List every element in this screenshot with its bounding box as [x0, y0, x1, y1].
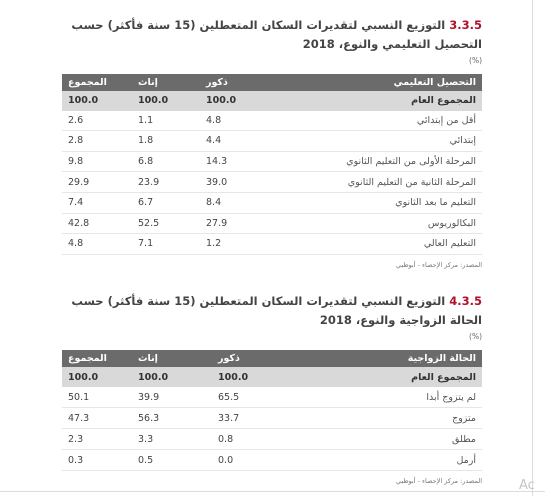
table-row: [62, 234, 482, 255]
table-title: [62, 16, 482, 54]
cell-male: 0.8: [212, 429, 307, 450]
table-row: [62, 429, 482, 450]
table-unit: (%): [469, 56, 482, 65]
header-female: إناث: [132, 74, 200, 91]
cell-total: 2.3: [62, 429, 132, 450]
cell-total: 2.6: [62, 111, 132, 131]
header-total: المجموع: [62, 74, 132, 91]
cell-female: 3.3: [132, 429, 212, 450]
cell-female: 0.5: [132, 450, 212, 471]
cell-male: 4.8: [200, 111, 282, 131]
cell-male: 14.3: [200, 151, 282, 172]
table-section-marital: [62, 292, 482, 487]
table-row: [62, 151, 482, 172]
table-header-row: [62, 350, 482, 367]
cell-female: 7.1: [132, 234, 200, 255]
row-label: مطلق: [307, 429, 482, 450]
row-label: المرحلة الثانية من التعليم الثانوي: [282, 172, 482, 193]
page-bottom-border: [0, 491, 545, 492]
table-number: 3.3.5: [449, 18, 482, 32]
row-label: أقل من إبتدائي: [282, 111, 482, 131]
education-table: [62, 74, 482, 255]
header-female: إناث: [132, 350, 212, 367]
cell-total: 0.3: [62, 450, 132, 471]
row-label: التعليم ما بعد الثانوي: [282, 192, 482, 213]
table-title-text: التوزيع النسبي لتقديرات السكان المتعطلين (15 سنة فأكثر) حسب الحالة الزواجية والنوع، 2018: [71, 294, 482, 327]
row-label: متزوج: [307, 408, 482, 429]
row-label: البكالوريوس: [282, 213, 482, 234]
table-row: [62, 111, 482, 131]
overall-total-row: [62, 91, 482, 111]
corner-mark: Ac: [519, 478, 535, 493]
table-row: [62, 172, 482, 193]
cell-male: 33.7: [212, 408, 307, 429]
cell-total: 29.9: [62, 172, 132, 193]
table-title-text: التوزيع النسبي لتقديرات السكان المتعطلين (15 سنة فأكثر) حسب التحصيل التعليمي والنوع، 2018: [71, 18, 482, 51]
header-label: التحصيل التعليمي: [282, 74, 482, 91]
table-row: [62, 131, 482, 152]
cell-female: 100.0: [132, 91, 200, 111]
cell-male: 1.2: [200, 234, 282, 255]
cell-female: 56.3: [132, 408, 212, 429]
table-row: [62, 408, 482, 429]
table-row: [62, 387, 482, 408]
cell-female: 52.5: [132, 213, 200, 234]
cell-total: 7.4: [62, 192, 132, 213]
cell-total: 47.3: [62, 408, 132, 429]
cell-female: 39.9: [132, 387, 212, 408]
header-male: ذكور: [200, 74, 282, 91]
cell-female: 1.1: [132, 111, 200, 131]
cell-male: 39.0: [200, 172, 282, 193]
cell-female: 100.0: [132, 367, 212, 387]
cell-male: 27.9: [200, 213, 282, 234]
row-label: المجموع العام: [307, 367, 482, 387]
table-source: المصدر: مركز الإحصاء - أبوظبي: [395, 477, 482, 485]
table-source: المصدر: مركز الإحصاء - أبوظبي: [395, 260, 482, 269]
cell-male: 100.0: [200, 91, 282, 111]
table-row: [62, 192, 482, 213]
table-title: [62, 292, 482, 330]
cell-total: 42.8: [62, 213, 132, 234]
cell-total: 9.8: [62, 151, 132, 172]
page-right-border: [532, 0, 533, 496]
cell-male: 8.4: [200, 192, 282, 213]
table-number: 4.3.5: [449, 294, 482, 308]
header-label: الحالة الزواجية: [307, 350, 482, 367]
row-label: إبتدائي: [282, 131, 482, 152]
header-total: المجموع: [62, 350, 132, 367]
row-label: المجموع العام: [282, 91, 482, 111]
table-unit: (%): [469, 332, 482, 341]
table-header-row: [62, 74, 482, 91]
table-row: [62, 450, 482, 471]
cell-female: 6.8: [132, 151, 200, 172]
cell-female: 23.9: [132, 172, 200, 193]
cell-male: 100.0: [212, 367, 307, 387]
cell-total: 100.0: [62, 91, 132, 111]
row-label: التعليم العالي: [282, 234, 482, 255]
table-row: [62, 213, 482, 234]
header-male: ذكور: [212, 350, 307, 367]
cell-female: 1.8: [132, 131, 200, 152]
row-label: المرحلة الأولى من التعليم الثانوي: [282, 151, 482, 172]
overall-total-row: [62, 367, 482, 387]
row-label: أرمل: [307, 450, 482, 471]
cell-total: 100.0: [62, 367, 132, 387]
table-section-education: [62, 16, 482, 271]
cell-total: 50.1: [62, 387, 132, 408]
cell-male: 4.4: [200, 131, 282, 152]
marital-status-table: [62, 350, 482, 471]
cell-total: 2.8: [62, 131, 132, 152]
cell-female: 6.7: [132, 192, 200, 213]
cell-total: 4.8: [62, 234, 132, 255]
cell-male: 0.0: [212, 450, 307, 471]
row-label: لم يتزوج أبدا: [307, 387, 482, 408]
cell-male: 65.5: [212, 387, 307, 408]
